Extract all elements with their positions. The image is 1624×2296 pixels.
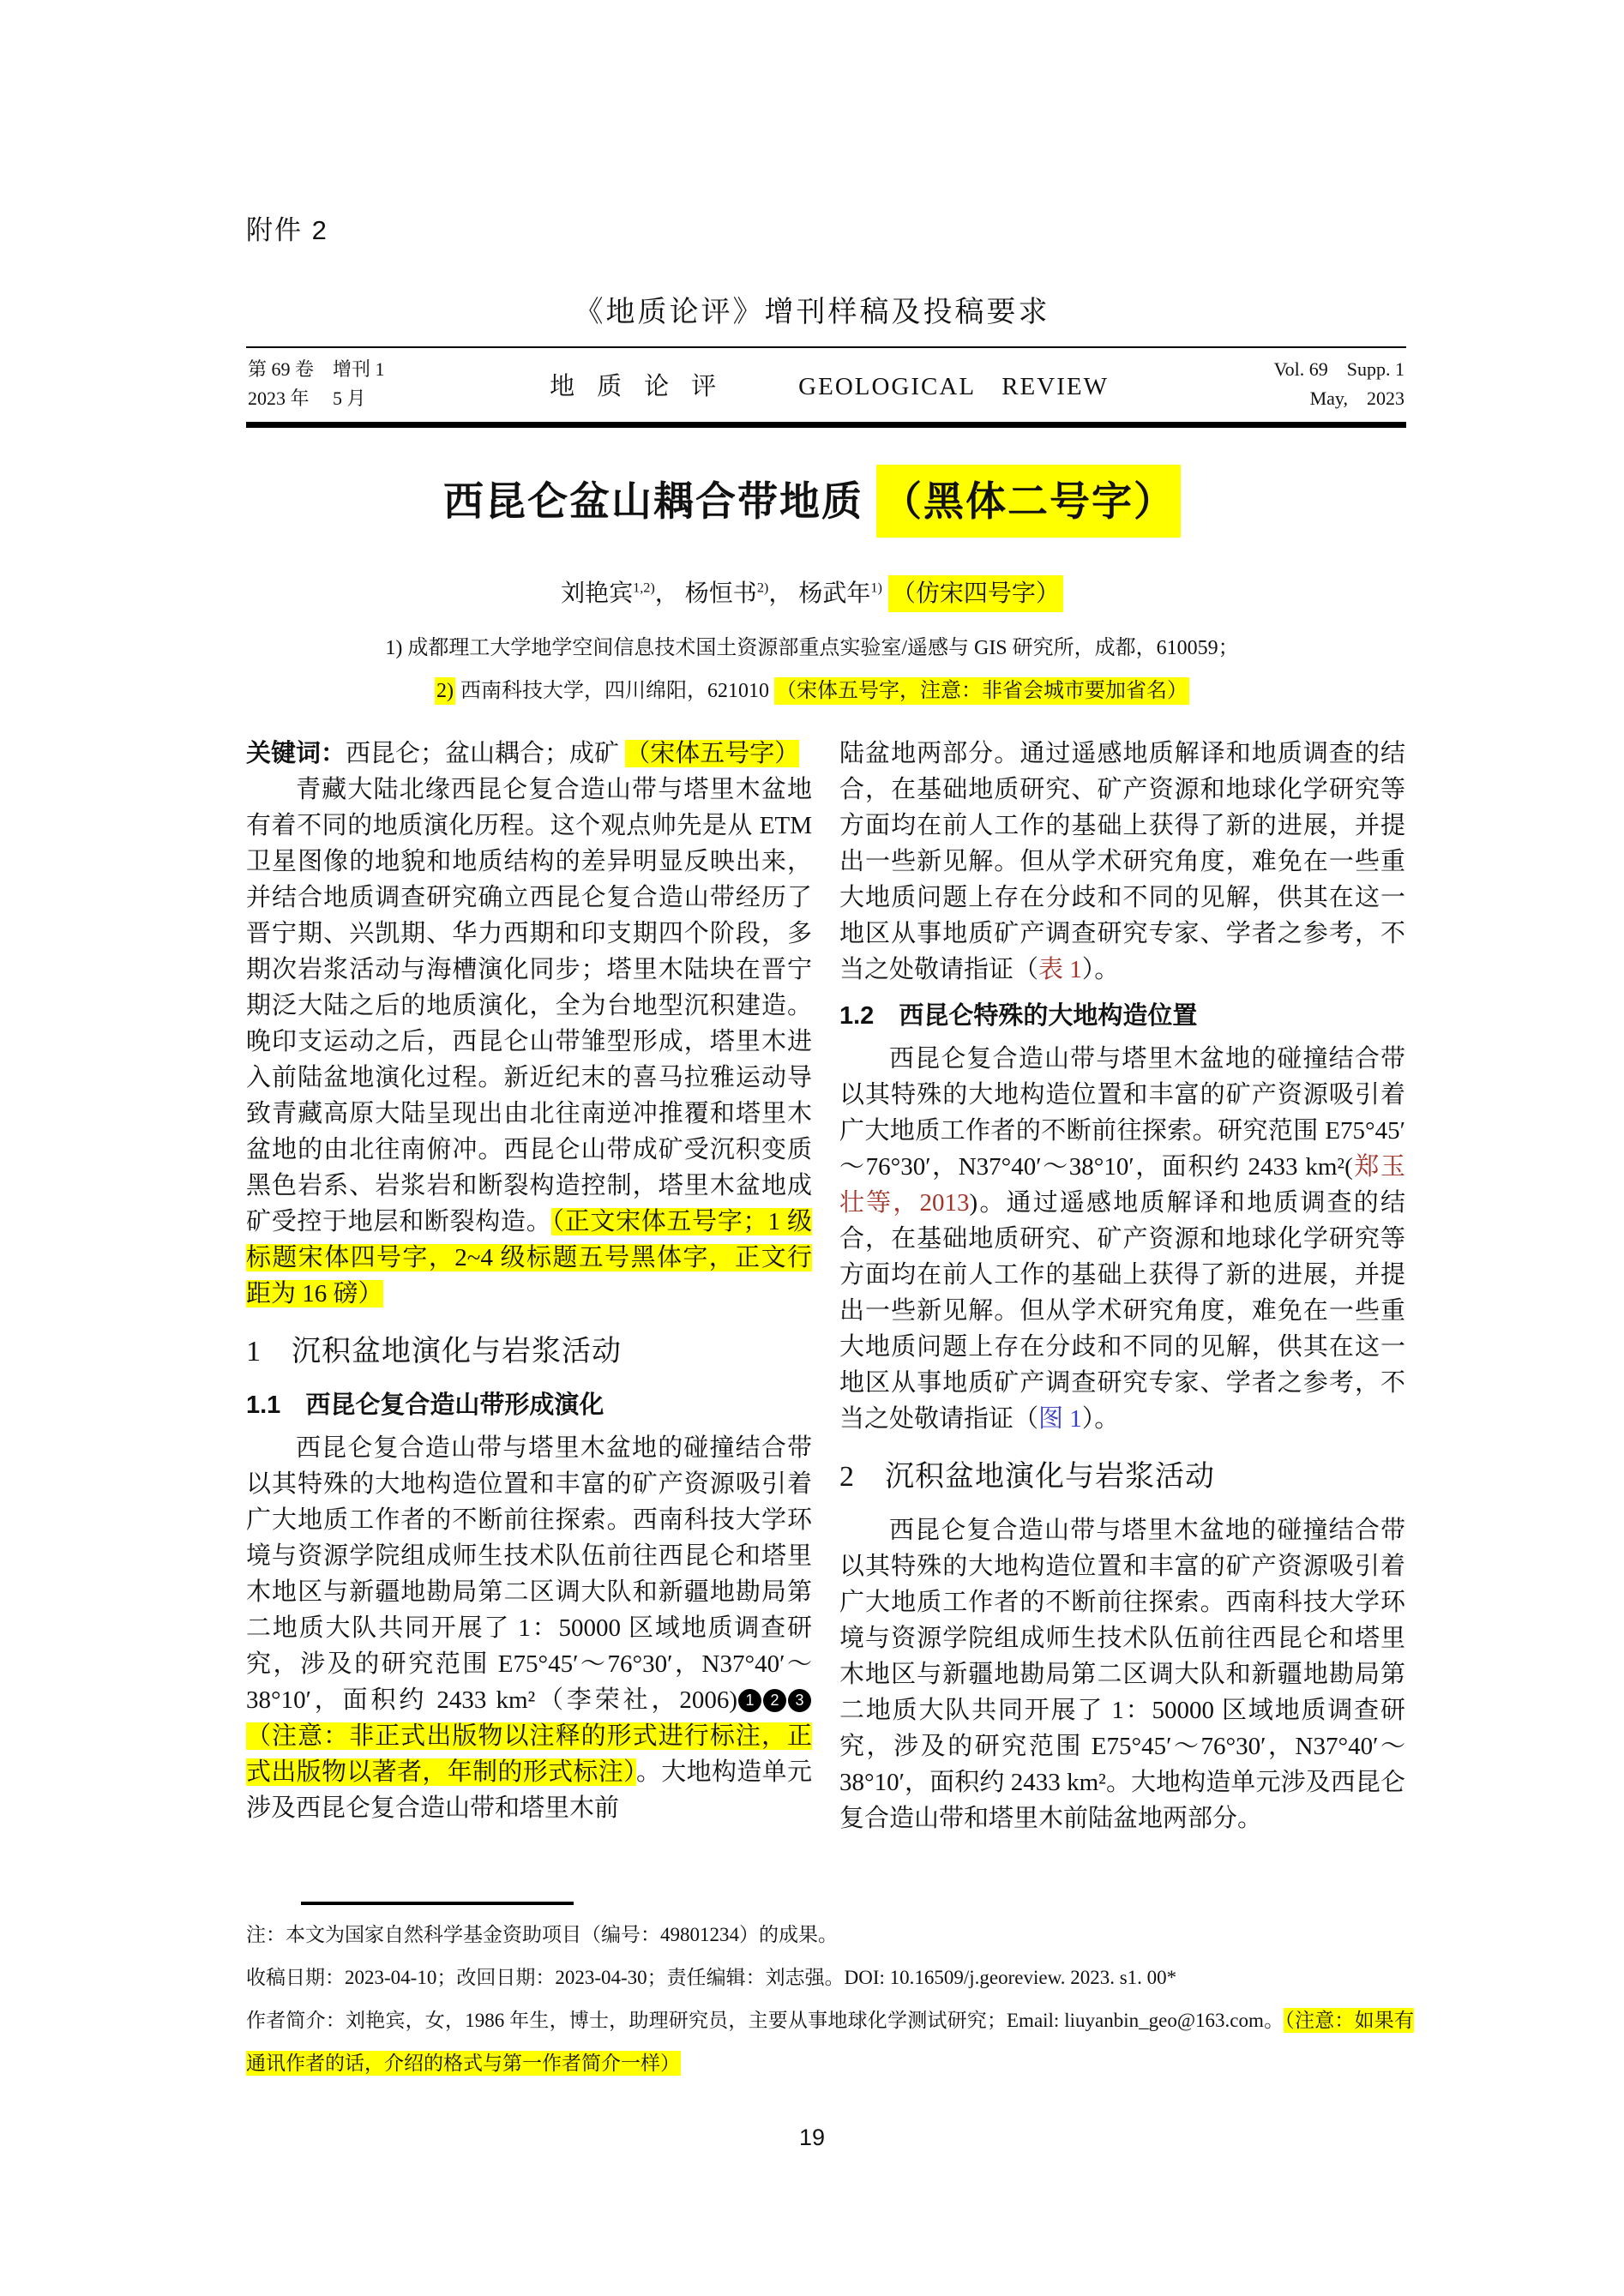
keywords-text: 西昆仑；盆山耦合；成矿 xyxy=(346,740,626,767)
right-column xyxy=(839,736,1405,1836)
section-1-1-text-end: 。大地构造单元涉及西昆仑复合造山带和塔里木前 xyxy=(246,1758,812,1822)
masthead-en-vol-line: Vol. 69 Supp. 1 xyxy=(1273,358,1404,380)
affiliation-1: 1) 成都理工大学地学空间信息技术国土资源部重点实验室/遥感与 GIS 研究所，成都，610059； xyxy=(385,637,1239,659)
keywords-font-note: （宋体五号字） xyxy=(625,740,800,767)
body-font-note: （正文宋体五号字；1 级标题宋体四号字，2~4 级标题五号黑体字，正文行距为 16 磅） xyxy=(246,1208,812,1307)
continued-text-end: ）。 xyxy=(1081,956,1120,983)
journal-names xyxy=(550,367,1109,402)
citation-format-note: （注意：非正式出版物以注释的形式进行标注，正式出版物以著者，年制的形式标注） xyxy=(246,1722,812,1786)
table-1-reference: 表 1 xyxy=(1038,956,1082,983)
footnote-marker-3: 3 xyxy=(788,1689,811,1712)
section-1-2-text: 西昆仑复合造山带与塔里木盆地的碰撞结合带以其特殊的大地构造位置和丰富的矿产资源吸引着广大地质工作者的不断前往探索。研究范围 E75°45′～76°30′，N37°40′～38°10′，面积约 2433 km²( xyxy=(839,1045,1405,1181)
masthead-cn-vol-line: 第 69 卷 增刊 1 xyxy=(248,358,385,380)
author-separator: ， xyxy=(768,580,793,607)
author-3: 杨武年 xyxy=(798,580,871,607)
abstract-text: 青藏大陆北缘西昆仑复合造山带与塔里木盆地有着不同的地质演化历程。这个观点帅先是从 ETM 卫星图像的地貌和地质结构的差异明显反映出来，并结合地质调查研究确立西昆仑复合造山带经历了晋宁期、兴凯期、华力西期和印支期四个阶段，多期次岩浆活动与海槽演化同步；塔里木陆块在晋宁期泛大陆之后的地质演化，全为台地型沉积建造。晚印支运动之后，西昆仑山带雏型形成，塔里木进入前陆盆地演化过程。新近纪末的喜马拉雅运动导致青藏高原大陆呈现出由北往南逆冲推覆和塔里木盆地的由北往南俯冲。西昆仑山带成矿受沉积变质黑色岩系、岩浆岩和断裂构造控制，塔里木盆地成矿受控于地层和断裂构造。 xyxy=(246,776,812,1235)
article-title xyxy=(0,470,1624,527)
masthead-en-date-line: May, 2023 xyxy=(1309,388,1404,409)
masthead-en-volume xyxy=(1274,355,1404,413)
affiliations xyxy=(0,627,1624,712)
body-columns xyxy=(246,736,1406,1836)
affiliation-2-text: 西南科技大学，四川绵阳，621010 xyxy=(455,680,774,702)
article-title-font-note: （黑体二号字） xyxy=(876,465,1181,538)
section-1-1-paragraph xyxy=(246,1430,812,1826)
author-1-affil-sup: 1,2) xyxy=(633,580,655,596)
masthead-cn-date-line: 2023 年 5 月 xyxy=(248,388,366,409)
authors-font-note: （仿宋四号字） xyxy=(888,575,1063,612)
keywords-label: 关键词： xyxy=(246,740,346,767)
footnote-marker-2: 2 xyxy=(763,1689,786,1712)
page-number: 19 xyxy=(798,2125,826,2150)
funding-note: 注：本文为国家自然科学基金资助项目（编号：49801234）的成果。 xyxy=(246,1924,838,1945)
author-separator: ， xyxy=(654,580,679,607)
figure-1-reference: 图 1 xyxy=(1038,1405,1082,1433)
author-bio-text: 作者简介：刘艳宾，女，1986 年生，博士，助理研究员，主要从事地球化学测试研究；Email: liuyanbin_geo@163.com。 xyxy=(246,2010,1284,2031)
journal-name-cn: 地质论评 xyxy=(550,372,739,400)
keywords-line xyxy=(246,736,812,772)
continued-text: 陆盆地两部分。通过遥感地质解译和地质调查的结合，在基础地质研究、矿产资源和地球化学研究等方面均在前人工作的基础上获得了新的进展，并提出一些新见解。但从学术研究角度，难免在一些重大地质问题上存在分歧和不同的见解，供其在这一地区从事地质矿产调查研究专家、学者之参考，不当之处敬请指证（ xyxy=(839,740,1405,983)
abstract-paragraph xyxy=(246,772,812,1312)
section-2-heading: 2 沉积盆地演化与岩浆活动 xyxy=(839,1461,1215,1493)
document-title: 《地质论评》增刊样稿及投稿要求 xyxy=(574,297,1050,328)
footnote-marker-1: 1 xyxy=(738,1689,761,1712)
affiliation-2-font-note: （宋体五号字，注意：非省会城市要加省名） xyxy=(774,677,1189,705)
left-column xyxy=(246,736,812,1836)
masthead-cn-volume xyxy=(248,355,385,413)
authors-line xyxy=(0,574,1624,609)
journal-masthead xyxy=(246,346,1406,428)
affiliation-2-marker: 2) xyxy=(435,677,455,705)
section-2-paragraph: 西昆仑复合造山带与塔里木盆地的碰撞结合带以其特殊的大地构造位置和丰富的矿产资源吸引着广大地质工作者的不断前往探索。西南科技大学环境与资源学院组成师生技术队伍前往西昆仑和塔里木地区与新疆地勘局第二区调大队和新疆地勘局第二地质大队共同开展了 1：50000 区域地质调查研究，涉及的研究范围 E75°45′～76°30′，N37°40′～38°10′，面积约 2433 km²。大地构造单元涉及西昆仑复合造山带和塔里木前陆盆地两部分。 xyxy=(839,1517,1405,1832)
section-1-heading: 1 沉积盆地演化与岩浆活动 xyxy=(246,1336,622,1367)
author-1: 刘艳宾 xyxy=(561,580,634,607)
footnote-block xyxy=(246,1902,1414,2085)
journal-name-en: GEOLOGICAL REVIEW xyxy=(798,372,1109,400)
citation-zheng-2013: 郑玉壮等，2013 xyxy=(839,1153,1405,1217)
section-1-2-paragraph xyxy=(839,1041,1405,1437)
corresponding-author-note: （注意：如果有通讯作者的话，介绍的格式与第一作者简介一样） xyxy=(246,2010,1415,2074)
author-2-affil-sup: 2) xyxy=(756,580,769,596)
footnote-divider xyxy=(301,1902,574,1905)
author-2: 杨恒书 xyxy=(684,580,757,607)
section-1-2-text-mid: )。通过遥感地质解译和地质调查的结合，在基础地质研究、矿产资源和地球化学研究等方面均在前人工作的基础上获得了新的进展，并提出一些新见解。但从学术研究角度，难免在一些重大地质问题上存在分歧和不同的见解，供其在这一地区从事地质矿产调查研究专家、学者之参考，不当之处敬请指证（ xyxy=(839,1189,1405,1433)
attachment-label: 附件 2 xyxy=(246,215,328,245)
section-1-1-text: 西昆仑复合造山带与塔里木盆地的碰撞结合带以其特殊的大地构造位置和丰富的矿产资源吸引着广大地质工作者的不断前往探索。西南科技大学环境与资源学院组成师生技术队伍前往西昆仑和塔里木地区与新疆地勘局第二区调大队和新疆地勘局第二地质大队共同开展了 1：50000 区域地质调查研究，涉及的研究范围 E75°45′～76°30′，N37°40′～38°10′，面积约 2433 km²（李荣社，2006) xyxy=(246,1434,812,1714)
dates-doi-line: 收稿日期：2023-04-10；改回日期：2023-04-30；责任编辑：刘志强。DOI: 10.16509/j.georeview. 2023. s1. 00* xyxy=(246,1967,1177,1988)
continued-paragraph xyxy=(839,736,1405,988)
section-1-2-heading: 1.2 西昆仑特殊的大地构造位置 xyxy=(839,1002,1198,1030)
section-1-2-text-end: ）。 xyxy=(1081,1405,1120,1433)
author-3-affil-sup: 1) xyxy=(870,580,882,596)
section-1-1-heading: 1.1 西昆仑复合造山带形成演化 xyxy=(246,1391,604,1419)
article-title-text: 西昆仑盆山耦合带地质 xyxy=(442,478,863,524)
affiliation-2 xyxy=(0,670,1624,712)
author-bio-line xyxy=(246,1999,1414,2085)
